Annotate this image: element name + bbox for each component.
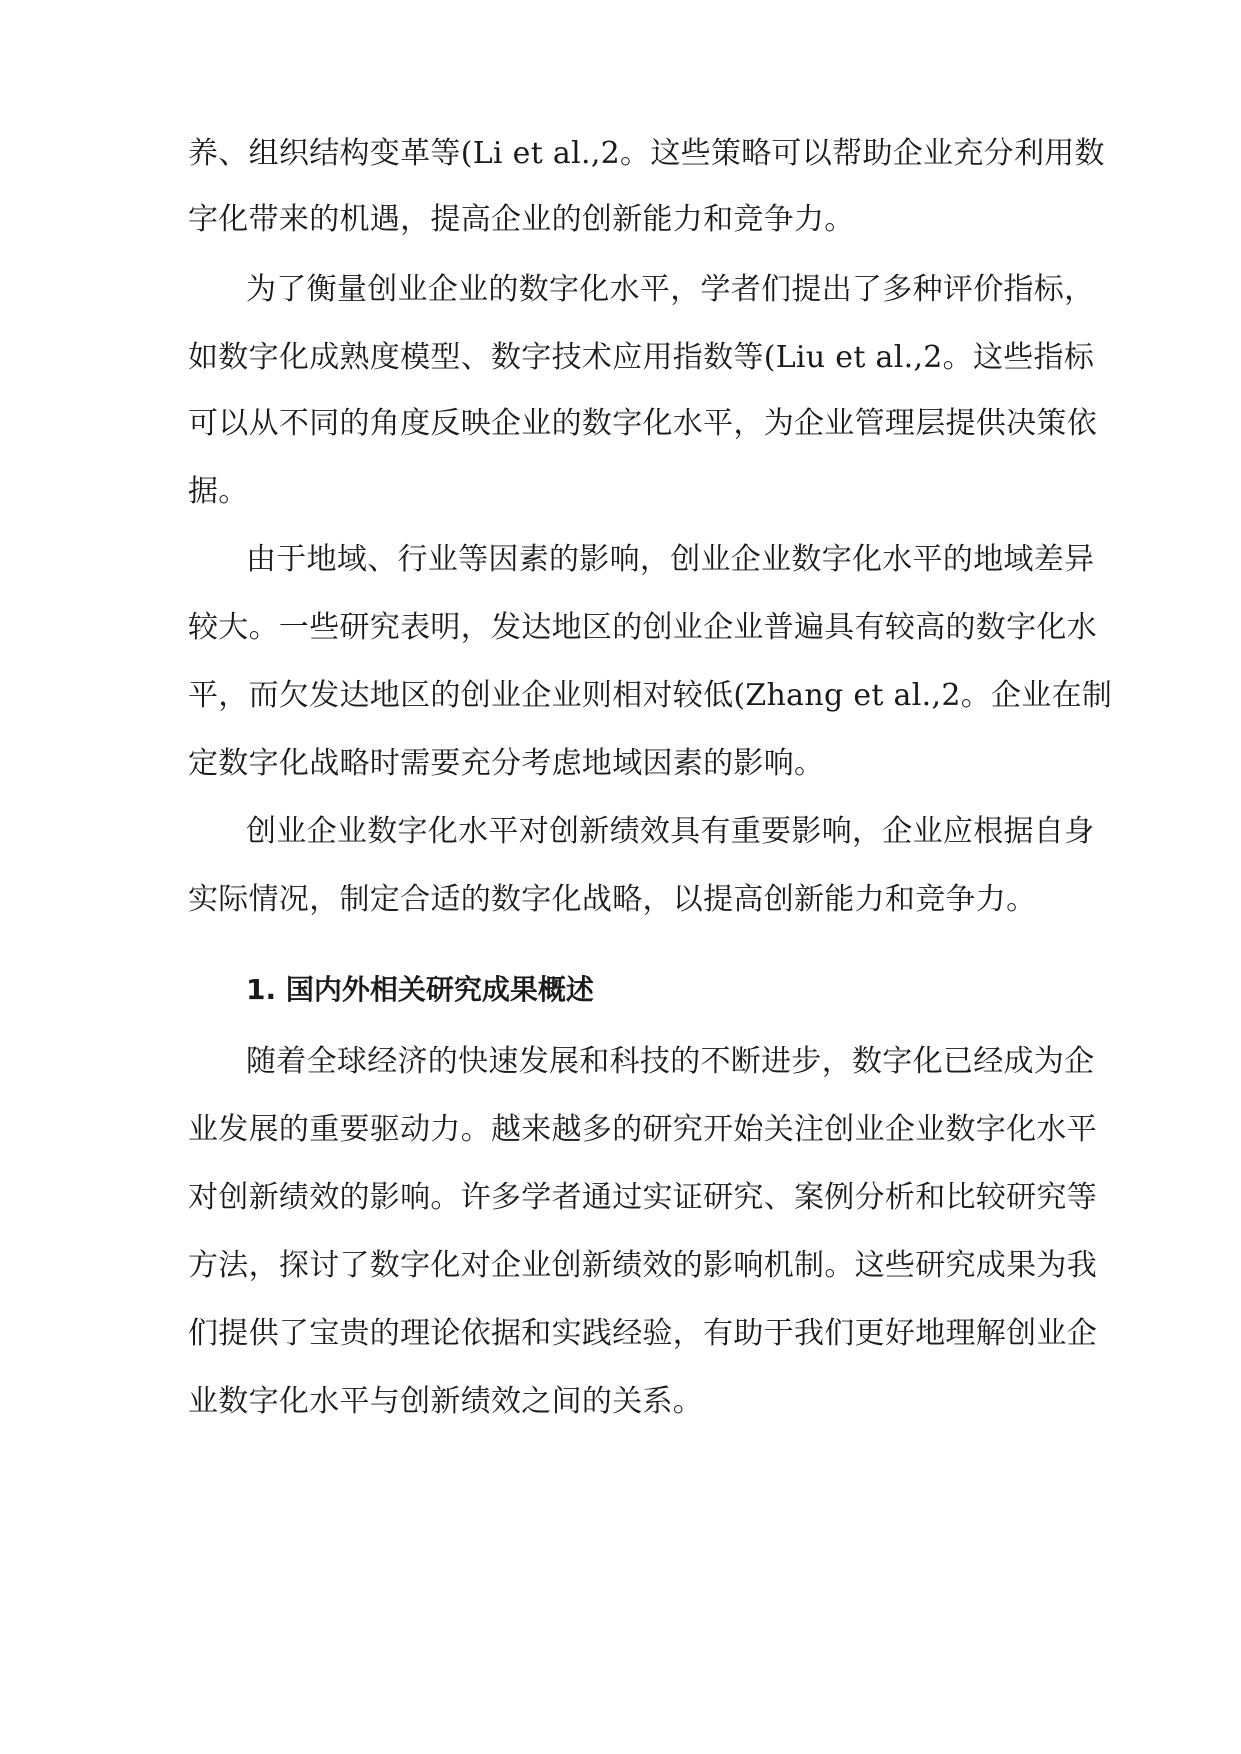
- section-paragraph-line-2: 业发展的重要驱动力。越来越多的研究开始关注创业企业数字化水平: [188, 1112, 1097, 1147]
- paragraph-2-line-4: 据。: [188, 474, 249, 509]
- section-heading: 1. 国内外相关研究成果概述: [246, 973, 594, 1006]
- section-paragraph-line-4: 方法，探讨了数字化对企业创新绩效的影响机制。这些研究成果为我: [188, 1248, 1097, 1283]
- section-paragraph-line-5: 们提供了宝贵的理论依据和实践经验，有助于我们更好地理解创业企: [188, 1316, 1097, 1351]
- paragraph-1-line-2: 字化带来的机遇，提高企业的创新能力和竞争力。: [188, 202, 855, 237]
- section-paragraph-line-6: 业数字化水平与创新绩效之间的关系。: [188, 1384, 704, 1419]
- paragraph-2-line-1: 为了衡量创业企业的数字化水平，学者们提出了多种评价指标，: [246, 272, 1095, 307]
- paragraph-3-line-4: 定数字化战略时需要充分考虑地域因素的影响。: [188, 746, 825, 781]
- paragraph-3-line-3: 平，而欠发达地区的创业企业则相对较低(Zhang et al.,2。企业在制: [188, 678, 1113, 713]
- paragraph-4-line-2: 实际情况，制定合适的数字化战略，以提高创新能力和竞争力。: [188, 882, 1037, 917]
- paragraph-2-line-3: 可以从不同的角度反映企业的数字化水平，为企业管理层提供决策依: [188, 406, 1097, 441]
- paragraph-3-line-1: 由于地域、行业等因素的影响，创业企业数字化水平的地域差异: [246, 542, 1095, 577]
- paragraph-1-line-1: 养、组织结构变革等(Li et al.,2。这些策略可以帮助企业充分利用数: [188, 136, 1105, 171]
- section-paragraph-line-1: 随着全球经济的快速发展和科技的不断进步，数字化已经成为企: [246, 1044, 1095, 1079]
- paragraph-3-line-2: 较大。一些研究表明，发达地区的创业企业普遍具有较高的数字化水: [188, 610, 1097, 645]
- paragraph-2-line-2: 如数字化成熟度模型、数字技术应用指数等(Liu et al.,2。这些指标: [188, 340, 1095, 375]
- section-paragraph-line-3: 对创新绩效的影响。许多学者通过实证研究、案例分析和比较研究等: [188, 1180, 1097, 1215]
- paragraph-4-line-1: 创业企业数字化水平对创新绩效具有重要影响，企业应根据自身: [246, 814, 1095, 849]
